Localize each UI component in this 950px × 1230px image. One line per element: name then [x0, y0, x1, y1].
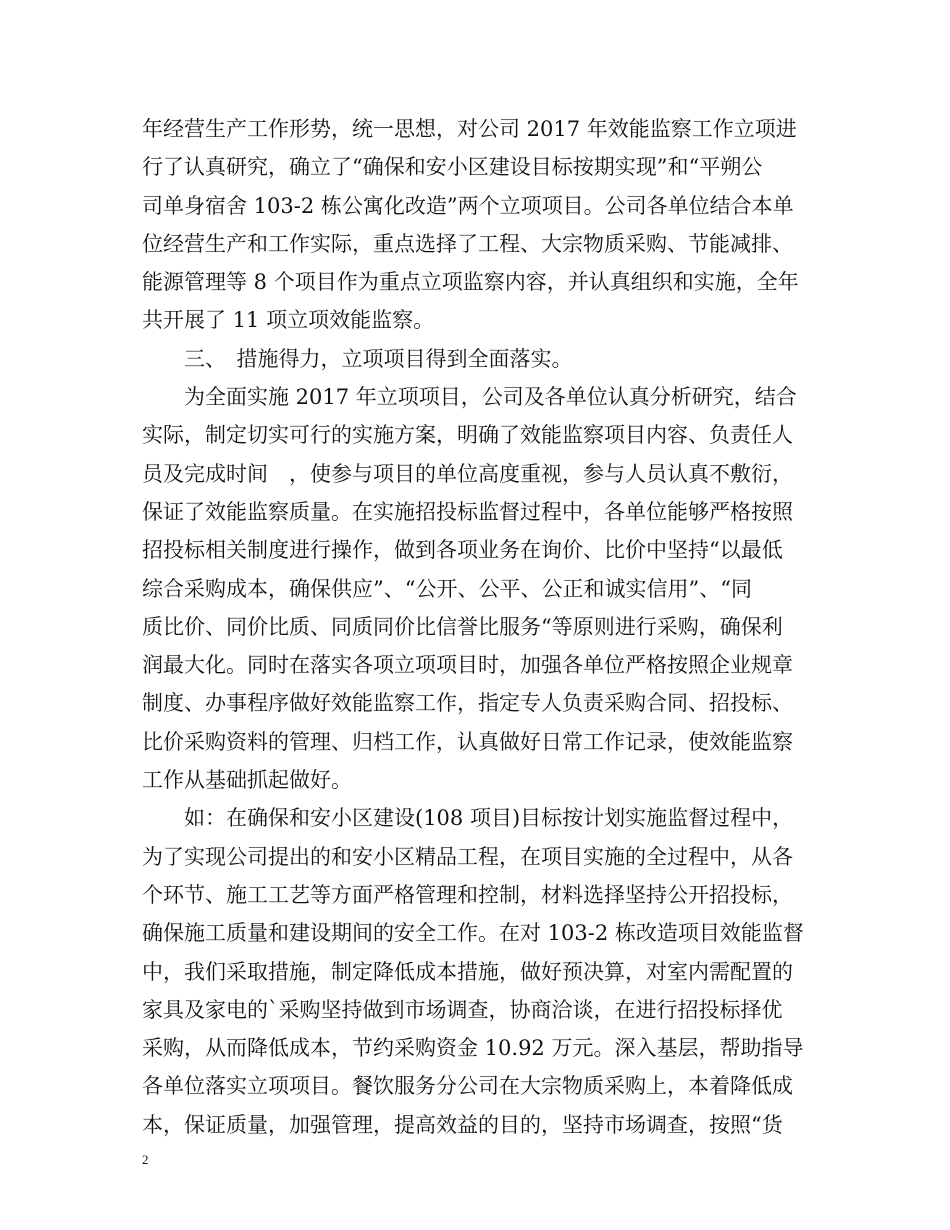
text-line: 共开展了 11 项立项效能监察。	[142, 308, 435, 333]
text-line: 为全面实施 2017 年立项项目，公司及各单位认真分析研究，结合	[142, 385, 797, 410]
text-line: 家具及家电的`采购坚持做到市场调查，协商洽谈，在进行招投标择优	[142, 997, 783, 1022]
text-line: 为了实现公司提出的和安小区精品工程，在项目实施的全过程中，从各	[142, 844, 793, 869]
text-line: 三、 措施得力，立项项目得到全面落实。	[142, 346, 573, 371]
text-line: 工作从基础抓起做好。	[142, 768, 352, 793]
text-line: 本，保证质量，加强管理，提高效益的目的，坚持市场调查，按照“货	[142, 1112, 783, 1137]
text-line: 司单身宿舍 103-2 栋公寓化改造”两个立项项目。公司各单位结合本单	[142, 193, 794, 218]
text-line: 位经营生产和工作实际，重点选择了工程、大宗物质采购、节能减排、	[142, 231, 793, 256]
text-line: 招投标相关制度进行操作，做到各项业务在询价、比价中坚持“以最低	[142, 538, 783, 563]
text-line: 综合采购成本，确保供应”、“公开、公平、公正和诚实信用”、“同	[142, 576, 752, 601]
text-line: 行了认真研究，确立了“确保和安小区建设目标按期实现”和“平朔公	[142, 155, 763, 180]
text-line: 能源管理等 8 个项目作为重点立项监察内容，并认真组织和实施，全年	[142, 270, 799, 295]
text-line: 如：在确保和安小区建设(108 项目)目标按计划实施监督过程中，	[142, 806, 794, 831]
text-line: 年经营生产工作形势，统一思想，对公司 2017 年效能监察工作立项进	[142, 117, 797, 141]
text-line: 个环节、施工工艺等方面严格管理和控制，材料选择坚持公开招投标，	[142, 882, 793, 907]
text-line: 比价采购资料的管理、归档工作，认真做好日常工作记录，使效能监察	[142, 729, 793, 754]
text-line: 确保施工质量和建设期间的安全工作。在对 103-2 栋改造项目效能监督	[142, 921, 804, 946]
text-line: 员及完成时间 ，使参与项目的单位高度重视，参与人员认真不敷衍，	[142, 461, 793, 486]
body-text	[142, 110, 812, 1144]
text-line: 质比价、同价比质、同质同价比信誉比服务“等原则进行采购，确保利	[142, 614, 783, 639]
text-line: 各单位落实立项项目。餐饮服务分公司在大宗物质采购上，本着降低成	[142, 1074, 793, 1099]
text-line: 润最大化。同时在落实各项立项项目时，加强各单位严格按照企业规章	[142, 653, 793, 678]
text-line: 中，我们采取措施，制定降低成本措施，做好预决算，对室内需配置的	[142, 959, 793, 984]
text-line: 制度、办事程序做好效能监察工作，指定专人负责采购合同、招投标、	[142, 691, 793, 716]
text-line: 实际，制定切实可行的实施方案，明确了效能监察项目内容、负责任人	[142, 423, 793, 448]
page-number: 2	[142, 1152, 149, 1167]
text-line: 保证了效能监察质量。在实施招投标监督过程中，各单位能够严格按照	[142, 499, 793, 524]
text-line: 采购，从而降低成本，节约采购资金 10.92 万元。深入基层，帮助指导	[142, 1036, 804, 1061]
